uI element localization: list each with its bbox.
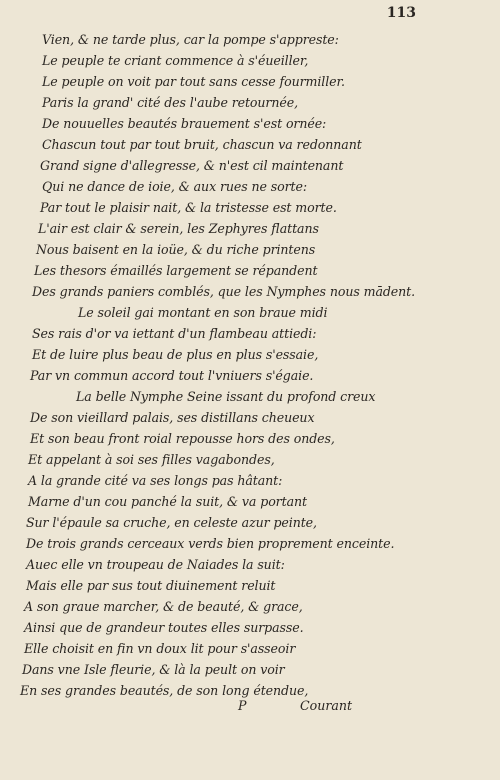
verse-line: Ainsi que de grandeur toutes elles surpasse. [24,620,304,635]
verse-line: A son graue marcher, & de beauté, & grace, [24,599,303,614]
verse-line: Nous baisent en la ioüe, & du riche printens [36,242,316,257]
verse-line: Par tout le plaisir nait, & la tristesse est morte. [40,200,337,215]
verse-line: La belle Nymphe Seine issant du profond creux [76,389,376,404]
verse-line: Par vn commun accord tout l'vniuers s'égaie. [30,368,314,383]
catchword: Courant [300,698,353,713]
verse-block [0,29,500,701]
page-number: 113 [386,5,416,21]
verse-line: Auec elle vn troupeau de Naiades la suit: [26,557,285,572]
verse-line: Sur l'épaule sa cruche, en celeste azur peinte, [26,515,317,530]
verse-line: Des grands paniers comblés, que les Nymphes nous mādent. [32,284,416,299]
verse-line: Marne d'un cou panché la suit, & va portant [28,494,307,509]
verse-line: Paris la grand' cité des l'aube retournée, [42,95,298,110]
verse-line: Mais elle par sus tout diuinement reluit [26,578,276,593]
verse-line: Grand signe d'allegresse, & n'est cil maintenant [40,158,344,173]
verse-line: De nouuelles beautés brauement s'est ornée: [42,116,327,131]
verse-line: De trois grands cerceaux verds bien proprement enceinte. [26,536,395,551]
verse-line: Dans vne Isle fleurie, & là la peult on voir [22,662,285,677]
signature-mark: P [238,698,247,713]
verse-line: Le peuple on voit par tout sans cesse fourmiller. [42,74,345,89]
verse-line: Le soleil gai montant en son braue midi [78,305,328,320]
verse-line: Ses rais d'or va iettant d'un flambeau attiedi: [32,326,317,341]
verse-line: Et de luire plus beau de plus en plus s'essaie, [32,347,319,362]
verse-line: Et son beau front roial repousse hors des ondes, [30,431,335,446]
verse-line: A la grande cité va ses longs pas hâtant: [28,473,283,488]
verse-line: Le peuple te criant commence à s'éueiller, [42,53,309,68]
verse-line: Qui ne dance de ioie, & aux rues ne sorte: [42,179,308,194]
verse-line: Chascun tout par tout bruit, chascun va redonnant [42,137,362,152]
verse-line: En ses grandes beautés, de son long étendue, [20,683,309,698]
verse-line: Elle choisit en fin vn doux lit pour s'asseoir [24,641,296,656]
verse-line: Vien, & ne tarde plus, car la pompe s'appreste: [42,32,339,47]
verse-line: Et appelant à soi ses filles vagabondes, [28,452,275,467]
page-footer [0,698,500,720]
verse-line: Les thesors émaillés largement se répandent [34,263,318,278]
verse-line: De son vieillard palais, ses distillans cheueux [30,410,315,425]
verse-line: L'air est clair & serein, les Zephyres flattans [38,221,319,236]
